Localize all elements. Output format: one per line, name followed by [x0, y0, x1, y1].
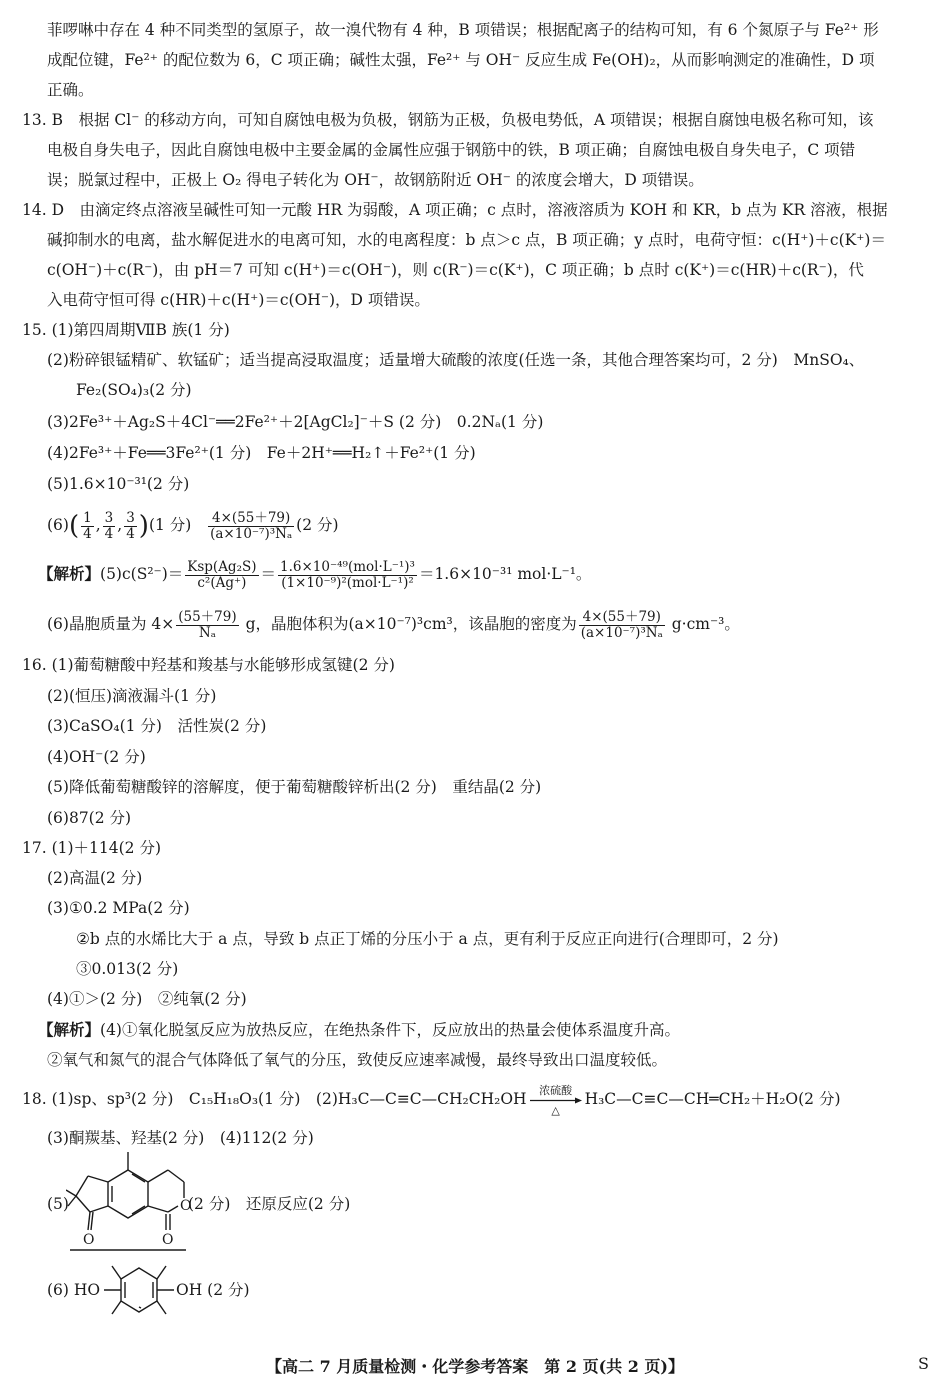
q14-line: 碱抑制水的电离，盐水解促进水的电离可知，水的电离程度：b 点＞c 点，B 项正确；y 点时，电荷守恒：c(H⁺)＋c(K⁺)＝	[47, 231, 886, 249]
q18-6-text: OH (2 分)	[176, 1281, 250, 1299]
text-line: 成配位键，Fe²⁺ 的配位数为 6，C 项正确；碱性太强，Fe²⁺ 与 OH⁻ 反应生成 Fe(OH)₂，从而影响测定的准确性，D 项	[47, 51, 875, 69]
q15-line: (5)1.6×10⁻³¹(2 分)	[47, 475, 190, 493]
q15-line: Fe₂(SO₄)₃(2 分)	[76, 381, 192, 399]
q16-line: (2)(恒压)滴液漏斗(1 分)	[47, 687, 217, 705]
q17-line: (4)①＞(2 分) ②纯氧(2 分)	[47, 990, 247, 1008]
q14-line: 14. D 由滴定终点溶液呈碱性可知一元酸 HR 为弱酸，A 项正确；c 点时，溶液溶质为 KOH 和 KR，b 点为 KR 溶液，根据	[22, 201, 888, 219]
page-footer: 【高二 7 月质量检测・化学参考答案 第 2 页(共 2 页)】	[266, 1357, 684, 1376]
q18-1-line: 18. (1)sp、sp³(2 分) C₁₅H₁₈O₃(1 分) (2)H₃C—C≡C—CH₂CH₂OH 浓硫酸 △H₃C—C≡C—CH═CH₂＋H₂O(2 分)	[22, 1083, 841, 1117]
oxygen-label: O	[162, 1232, 174, 1248]
q17-line: (2)高温(2 分)	[47, 869, 143, 887]
q18-5-text: (2 分) 还原反应(2 分)	[188, 1195, 351, 1213]
fraction: $\frac{\text{1.6×10⁻⁴⁹(mol·L⁻¹)³}}{\text{(1×10⁻⁹)²(mol·L⁻¹)²}}$	[280, 558, 415, 591]
q17-line: ②b 点的水烯比大于 a 点，导致 b 点正丁烯的分压小于 a 点，更有利于反应正向进行(合理即可，2 分)	[76, 930, 779, 948]
q13-line: 电极自身失电子，因此自腐蚀电极中主要金属的金属性应强于钢筋中的铁，B 项正确；自腐蚀电极自身失电子，C 项错	[47, 141, 856, 159]
q16-line: (3)CaSO₄(1 分) 活性炭(2 分)	[47, 717, 267, 735]
q17-analysis-line: 【解析】(4)①氧化脱氢反应为放热反应，在绝热条件下，反应放出的热量会使体系温度升高。	[38, 1020, 680, 1039]
q14-line: c(OH⁻)＋c(R⁻)，由 pH＝7 可知 c(H⁺)＝c(OH⁻)，则 c(R⁻)＝c(K⁺)，C 项正确；b 点时 c(K⁺)＝c(HR)＋c(R⁻)，代	[47, 261, 864, 279]
q17-line: 17. (1)＋114(2 分)	[22, 839, 162, 857]
q15-6-line: (6)( $\frac{1}{4}$ , $\frac{3}{4}$ , $\frac{3}{4}$ )(1 分) $\frac{4\times(55+79)}{\text{(a×10⁻⁷)³Nₐ}}$ (2 分)	[47, 509, 339, 542]
q18-6-label: (6) HO	[47, 1281, 101, 1299]
q15-analysis-line: 【解析】(5)c(S²⁻)＝ $\frac{\text{Ksp(Ag₂S)}}{\text{c²(Ag⁺)}}$ ＝ $\frac{\text{1.6×10⁻⁴⁹(mol·L⁻¹)³}}{\text{(1×10⁻⁹)²(mol·L⁻¹)²}}$ ＝1.6×10⁻³¹ mol·L⁻¹。	[38, 558, 592, 591]
q14-line: 入电荷守恒可得 c(HR)＋c(H⁺)＝c(OH⁻)，D 项错误。	[47, 291, 430, 309]
q18-line: (3)酮羰基、羟基(2 分) (4)112(2 分)	[47, 1129, 314, 1147]
molecule-structure-5	[66, 1150, 192, 1252]
q17-line: (3)①0.2 MPa(2 分)	[47, 899, 190, 917]
label: (6)	[47, 516, 69, 534]
q15-line: (3)2Fe³⁺＋Ag₂S＋4Cl⁻══2Fe²⁺＋2[AgCl₂]⁻＋S (2 分) 0.2Nₐ(1 分)	[47, 413, 544, 431]
q15-line: (2)粉碎银锰精矿、软锰矿；适当提高浸取温度；适量增大硫酸的浓度(任选一条，其他合理答案均可，2 分) MnSO₄、	[47, 351, 865, 369]
q13-line: 13. B 根据 Cl⁻ 的移动方向，可知自腐蚀电极为负极，钢筋为正极，负极电势低，A 项错误；根据自腐蚀电极名称可知，该	[22, 111, 874, 129]
fraction: $\frac{\text{Ksp(Ag₂S)}}{\text{c²(Ag⁺)}}$	[187, 558, 257, 591]
molecule-structure-6	[104, 1254, 174, 1328]
fraction: $\frac{3}{4}$	[104, 509, 114, 542]
text-line: 菲啰啉中存在 4 种不同类型的氢原子，故一溴代物有 4 种，B 项错误；根据配离子的结构可知，有 6 个氮原子与 Fe²⁺ 形	[47, 21, 879, 39]
q17-line: ③0.013(2 分)	[76, 960, 179, 978]
q17-analysis-line: ②氧气和氮气的混合气体降低了氧气的分压，致使反应速率减慢，最终导致出口温度较低。	[47, 1051, 668, 1069]
q15-6b-line: (6)晶胞质量为 4× $\frac{(55+79)}{\text{Nₐ}}$ g，晶胞体积为(a×10⁻⁷)³cm³，该晶胞的密度为 $\frac{4\times(55+79)}{\text{(a×10⁻⁷)³Nₐ}}$ g·cm⁻³。	[47, 608, 740, 641]
fraction: $\frac{3}{4}$	[126, 509, 135, 542]
q16-line: (5)降低葡萄糖酸锌的溶解度，便于葡萄糖酸锌析出(2 分) 重结晶(2 分)	[47, 778, 542, 796]
q15-line: 15. (1)第四周期ⅦB 族(1 分)	[22, 321, 230, 339]
oxygen-label: O	[180, 1198, 192, 1214]
q18-5-label: (5)	[47, 1195, 69, 1213]
q16-line: (4)OH⁻(2 分)	[47, 748, 146, 766]
q15-line: (4)2Fe³⁺＋Fe══3Fe²⁺(1 分) Fe＋2H⁺══H₂↑＋Fe²⁺(1 分)	[47, 444, 476, 462]
text-line: 正确。	[47, 81, 94, 99]
fraction: $\frac{4\times(55+79)}{\text{(a×10⁻⁷)³Nₐ}}$	[210, 509, 293, 542]
fraction: $\frac{1}{4}$	[83, 509, 92, 542]
oxygen-label: O	[83, 1232, 95, 1248]
reaction-arrow: 浓硫酸 △	[530, 1085, 582, 1116]
fraction: $\frac{(55+79)}{\text{Nₐ}}$	[178, 608, 237, 641]
q13-line: 误；脱氯过程中，正极上 O₂ 得电子转化为 OH⁻，故钢筋附近 OH⁻ 的浓度会增大，D 项错误。	[47, 171, 704, 189]
q16-line: 16. (1)葡萄糖酸中羟基和羧基与水能够形成氢键(2 分)	[22, 656, 395, 674]
fraction: $\frac{4\times(55+79)}{\text{(a×10⁻⁷)³Nₐ}}$	[580, 608, 663, 641]
q16-line: (6)87(2 分)	[47, 809, 132, 827]
footer-mark: S	[918, 1354, 929, 1373]
